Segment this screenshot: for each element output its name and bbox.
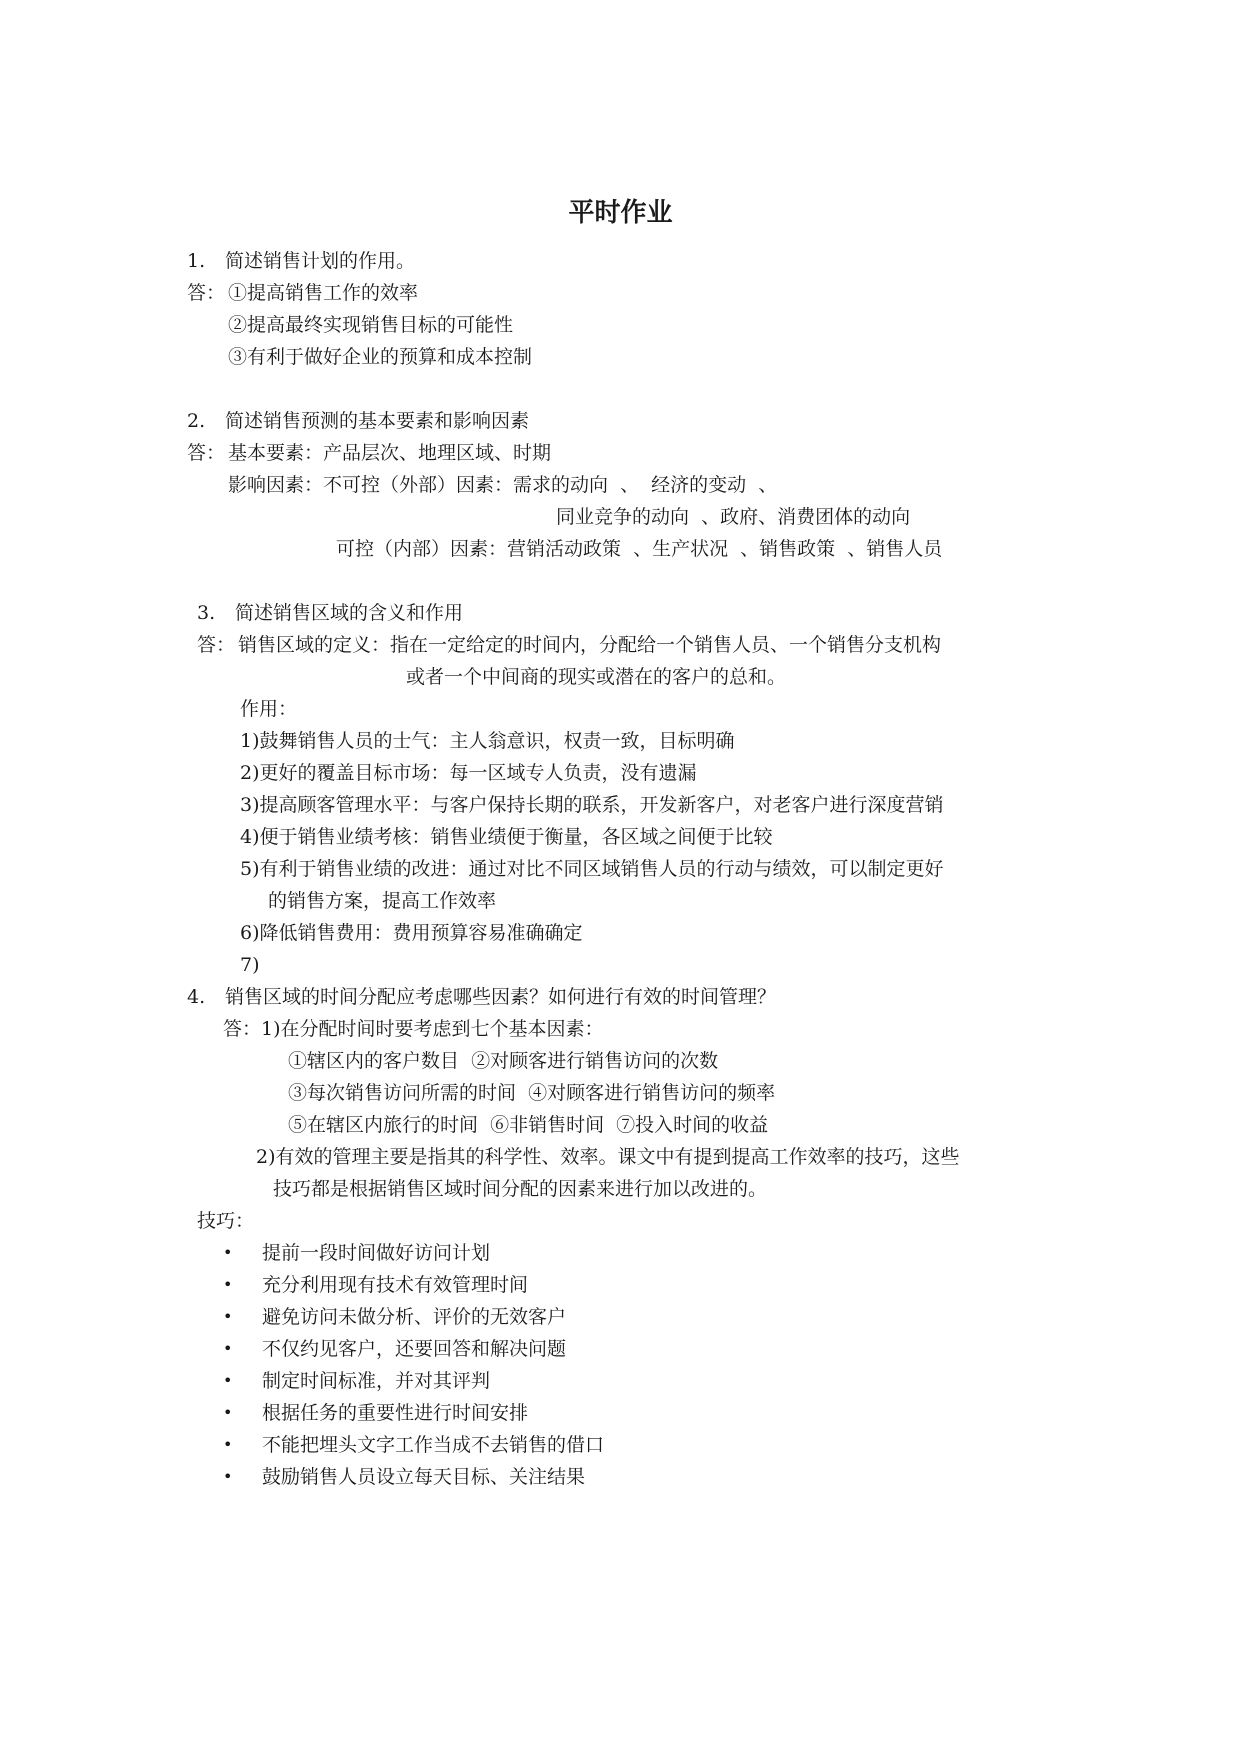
q2-answer-label: 答：: [187, 442, 226, 464]
q4-tips-label: 技巧：: [197, 1210, 255, 1232]
q2-factors-uncontrollable-2: 同业竞争的动向 、政府、消费团体的动向: [556, 506, 911, 528]
q3-role-7: 7): [240, 954, 260, 976]
bullet-icon: •: [223, 1339, 233, 1358]
q1-answer-2: ②提高最终实现销售目标的可能性: [228, 314, 514, 336]
q4-factors-2: ③每次销售访问所需的时间 ④对顾客进行销售访问的频率: [288, 1082, 776, 1104]
bullet-icon: •: [223, 1307, 233, 1326]
q2-factors-uncontrollable-1: 影响因素：不可控（外部）因素：需求的动向 、 经济的变动 、: [228, 474, 778, 496]
bullet-icon: •: [223, 1371, 233, 1390]
tip-item: 不仅约见客户，还要回答和解决问题: [262, 1338, 567, 1360]
q1-answer-1: ①提高销售工作的效率: [228, 282, 419, 304]
q1-answer-label: 答：: [187, 282, 226, 304]
q1-question: 简述销售计划的作用。: [225, 250, 416, 272]
tip-item: 充分利用现有技术有效管理时间: [262, 1274, 529, 1296]
tip-item: 提前一段时间做好访问计划: [262, 1242, 491, 1264]
q3-role-5-continued: 的销售方案，提高工作效率: [268, 890, 497, 912]
q1-number: 1.: [187, 250, 206, 272]
q4-management-2: 技巧都是根据销售区域时间分配的因素来进行加以改进的。: [273, 1178, 768, 1200]
q3-role-6: 6)降低销售费用：费用预算容易准确确定: [240, 922, 583, 944]
q4-question: 销售区域的时间分配应考虑哪些因素？如何进行有效的时间管理？: [225, 986, 777, 1008]
q3-answer-label: 答：: [197, 634, 236, 656]
q3-number: 3.: [197, 602, 216, 624]
q2-question: 简述销售预测的基本要素和影响因素: [225, 410, 530, 432]
q4-management-1: 2)有效的管理主要是指其的科学性、效率。课文中有提到提高工作效率的技巧，这些: [256, 1146, 960, 1168]
bullet-icon: •: [223, 1435, 233, 1454]
q3-definition-2: 或者一个中间商的现实或潜在的客户的总和。: [406, 666, 787, 688]
q2-basic-elements: 基本要素：产品层次、地理区域、时期: [228, 442, 552, 464]
q4-number: 4.: [187, 986, 206, 1008]
q3-role-5: 5)有利于销售业绩的改进：通过对比不同区域销售人员的行动与绩效，可以制定更好: [240, 858, 944, 880]
q4-answer-line: 答：1)在分配时间时要考虑到七个基本因素：: [223, 1018, 604, 1040]
q3-role-label: 作用：: [240, 698, 298, 720]
q3-role-2: 2)更好的覆盖目标市场：每一区域专人负责，没有遗漏: [240, 762, 697, 784]
q3-question: 简述销售区域的含义和作用: [235, 602, 464, 624]
bullet-icon: •: [223, 1403, 233, 1422]
q4-factors-3: ⑤在辖区内旅行的时间 ⑥非销售时间 ⑦投入时间的收益: [288, 1114, 769, 1136]
tip-item: 鼓励销售人员设立每天目标、关注结果: [262, 1466, 586, 1488]
q1-answer-3: ③有利于做好企业的预算和成本控制: [228, 346, 533, 368]
page-title: 平时作业: [568, 198, 673, 228]
tip-item: 制定时间标准，并对其评判: [262, 1370, 491, 1392]
q3-role-1: 1)鼓舞销售人员的士气：主人翁意识，权责一致，目标明确: [240, 730, 735, 752]
tip-item: 不能把埋头文字工作当成不去销售的借口: [262, 1434, 605, 1456]
bullet-icon: •: [223, 1275, 233, 1294]
q4-factors-1: ①辖区内的客户数目 ②对顾客进行销售访问的次数: [288, 1050, 719, 1072]
q3-role-3: 3)提高顾客管理水平：与客户保持长期的联系，开发新客户，对老客户进行深度营销: [240, 794, 944, 816]
q3-definition-1: 销售区域的定义：指在一定给定的时间内，分配给一个销售人员、一个销售分支机构: [238, 634, 942, 656]
tip-item: 避免访问未做分析、评价的无效客户: [262, 1306, 567, 1328]
bullet-icon: •: [223, 1467, 233, 1486]
bullet-icon: •: [223, 1243, 233, 1262]
q2-factors-controllable: 可控（内部）因素：营销活动政策 、生产状况 、销售政策 、销售人员: [336, 538, 943, 560]
q3-role-4: 4)便于销售业绩考核：销售业绩便于衡量，各区域之间便于比较: [240, 826, 773, 848]
q2-number: 2.: [187, 410, 206, 432]
tip-item: 根据任务的重要性进行时间安排: [262, 1402, 529, 1424]
